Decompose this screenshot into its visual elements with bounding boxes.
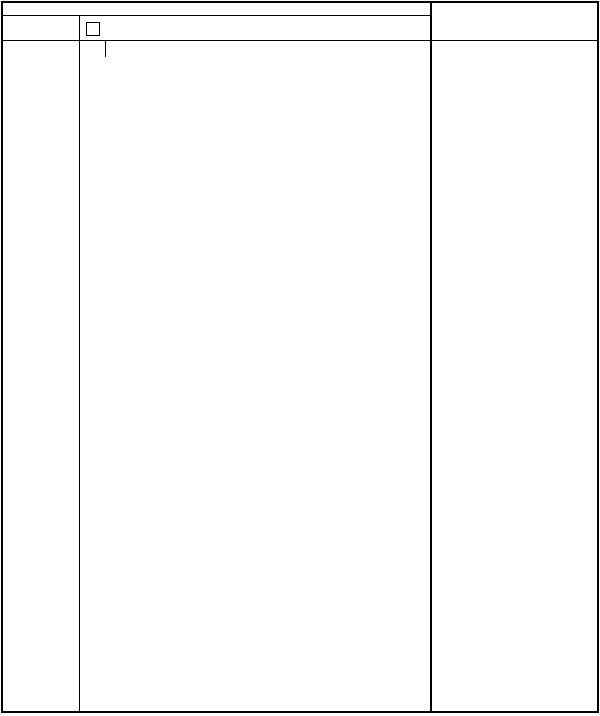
model-slot-row [105,16,430,41]
rule-description-column [430,1,432,713]
diameter-description [431,41,598,57]
model-prefix [2,16,79,41]
box-icon [86,22,100,36]
model-base-box-cell [80,16,105,41]
table-outer-border [1,1,599,713]
function-column-header [431,2,598,41]
rule-category-column [79,15,80,713]
diameter-code [80,41,105,57]
rule-under-model-row [1,40,599,41]
table-title [2,2,430,15]
rule-under-title [2,15,430,16]
diameter-empty-cell [105,41,430,57]
diameter-label [2,41,79,57]
